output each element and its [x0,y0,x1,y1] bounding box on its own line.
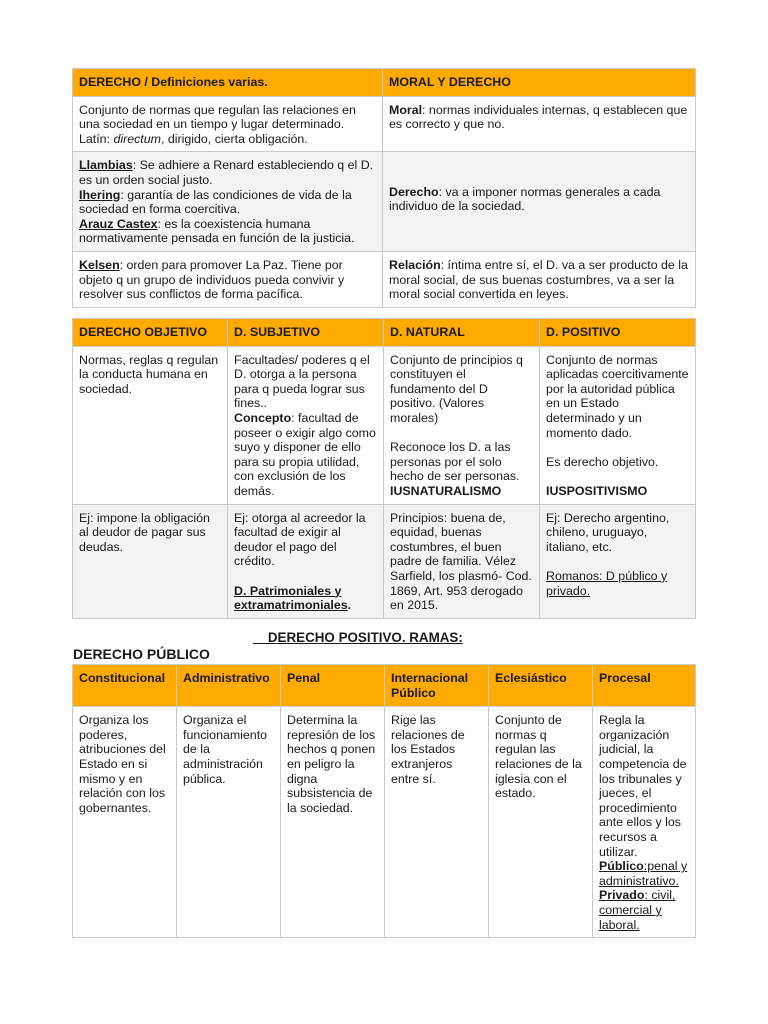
latin-word: directum [113,131,161,146]
publico-text: :penal y administrativo. [599,859,688,888]
table-header-row [73,319,696,347]
definitions-table [72,68,696,308]
latin-rest: , dirigido, cierta obligación. [160,131,308,146]
natural-text-2: Reconoce los D. a las personas por el solo hecho de ser personas. [390,440,520,484]
arauz-label: Arauz Castex [79,216,158,231]
cell-relacion [383,251,696,307]
header-d-positivo: D. POSITIVO [540,319,696,347]
romanos-text: Romanos: D público y privado. [546,568,668,598]
moral-text: : normas individuales internas, q establecen que es correcto y que no. [389,102,688,132]
positivo-text: Conjunto de normas aplicadas coercitivamente por la autoridad pública en un Estado determinado y un momento dado. [546,352,689,440]
kelsen-text: : orden para promover La Paz. Tiene por objeto q un grupo de individuos pueda convivir y resolver sus conflictos de forma pacífica. [79,257,345,302]
table-header-row [73,69,696,97]
subjetivo-ej-text: Ej: otorga al acreedor la facultad de exigir al deudor el pago del crédito. [234,510,366,569]
ihering-label: Ihering [79,187,121,202]
relacion-label: Relación [389,257,441,272]
table-row [73,504,696,618]
derecho-publico-table [72,664,696,938]
table-row [73,346,696,504]
table-header-row [73,665,696,707]
header-derecho-objetivo: DERECHO OBJETIVO [73,319,228,347]
cell-kelsen [73,251,383,307]
header-d-subjetivo: D. SUBJETIVO [228,319,384,347]
iuspositivismo-label: IUSPOSITIVISMO [546,483,648,498]
iusnaturalismo-label: IUSNATURALISMO [390,483,502,498]
header-eclesiastico: Eclesiástico [489,665,593,707]
header-penal: Penal [281,665,385,707]
table-row [73,251,696,307]
subjetivo-text: Facultades/ poderes q el D. otorga a la persona para q pueda lograr sus fines.. [234,352,370,411]
positivo-ej-text: Ej: Derecho argentino, chileno, uruguayo, italiano, etc. [546,510,670,554]
section-title: DERECHO POSITIVO. RAMAS: [267,630,463,645]
llambias-text: : Se adhiere a Renard estableciendo q el D. es un orden social justo. [79,158,374,187]
natural-text: Conjunto de principios q constituyen el fundamento del D positivo. (Valores morales) [390,352,523,425]
header-constitucional: Constitucional [73,665,177,707]
header-moral-y-derecho: MORAL Y DERECHO [383,69,696,97]
cell-definicion [73,96,383,152]
cell-procesal [593,707,696,938]
concepto-label: Concepto [234,410,292,425]
cell-eclesiastico: Conjunto de normas q regulan las relaciones de la iglesia con el estado. [489,707,593,938]
moral-label: Moral [389,102,423,117]
relacion-text: : íntima entre sí, el D. va a ser producto de la moral social, de sus buenas costumbres, va a ser la moral social convertida en leyes. [389,257,688,302]
llambias-label: Llambias [79,158,133,173]
cell-positivo-ej [540,504,696,618]
table-row [73,96,696,152]
table-row [73,707,696,938]
definicion-text: Conjunto de normas que regulan las relaciones en una sociedad en un tiempo y lugar determinado. [79,102,356,132]
privado-label: Privado [599,888,645,903]
privado-text: : civil, comercial y laboral. [599,888,676,932]
patrimoniales-label: D. Patrimoniales y extramatrimoniales [234,583,348,613]
cell-objetivo: Normas, reglas q regulan la conducta humana en sociedad. [73,346,228,504]
cell-subjetivo-ej [228,504,384,618]
cell-positivo [540,346,696,504]
derecho-text: : va a imponer normas generales a cada individuo de la sociedad. [389,184,661,214]
cell-internacional: Rige las relaciones de los Estados extranjeros entre sí. [385,707,489,938]
cell-administrativo: Organiza el funcionamiento de la administración pública. [177,707,281,938]
positivo-text-2: Es derecho objetivo. [546,454,659,469]
header-derecho-definiciones: DERECHO / Definiciones varias. [73,69,383,97]
kelsen-label: Kelsen [79,257,120,272]
cell-natural-ej: Principios: buena de, equidad, buenas costumbres, el buen padre de familia. Vélez Sarfield, los plasmó- Cod. 1869, Art. 953 derogado en 2015. [384,504,540,618]
header-internacional: Internacional Público [385,665,489,707]
cell-objetivo-ej: Ej: impone la obligación al deudor de pagar sus deudas. [73,504,228,618]
patrimoniales-tail: . [347,598,352,613]
cell-constitucional: Organiza los poderes, atribuciones del Estado en si mismo y en relación con los gobernantes. [73,707,177,938]
table-row [73,152,696,252]
publico-label: Público [599,859,644,874]
cell-autores [73,152,383,252]
procesal-text: Regla la organización judicial, la competencia de los tribunales y jueces, el procedimiento ante ellos y los recursos a utilizar. [599,713,687,859]
latin-prefix: Latín: [79,131,114,146]
cell-subjetivo [228,346,384,504]
header-procesal: Procesal [593,665,696,707]
header-d-natural: D. NATURAL [384,319,540,347]
cell-natural [384,346,540,504]
concepto-text: : facultad de poseer o exigir algo como suyo y disponer de ello para su propia utilidad, con exclusión de los demás. [234,410,376,498]
arauz-text: : es la coexistencia humana normativamente pensada en función de la justicia. [79,216,355,246]
derecho-types-table [72,318,696,619]
cell-derecho [383,152,696,252]
subsection-title: DERECHO PÚBLICO [73,646,210,662]
header-administrativo: Administrativo [177,665,281,707]
derecho-label: Derecho [389,184,439,199]
cell-penal: Determina la represión de los hechos q ponen en peligro la digna subsistencia de la sociedad. [281,707,385,938]
cell-moral [383,96,696,152]
ihering-text: : garantía de las condiciones de vida de la sociedad en forma coercitiva. [79,187,352,217]
